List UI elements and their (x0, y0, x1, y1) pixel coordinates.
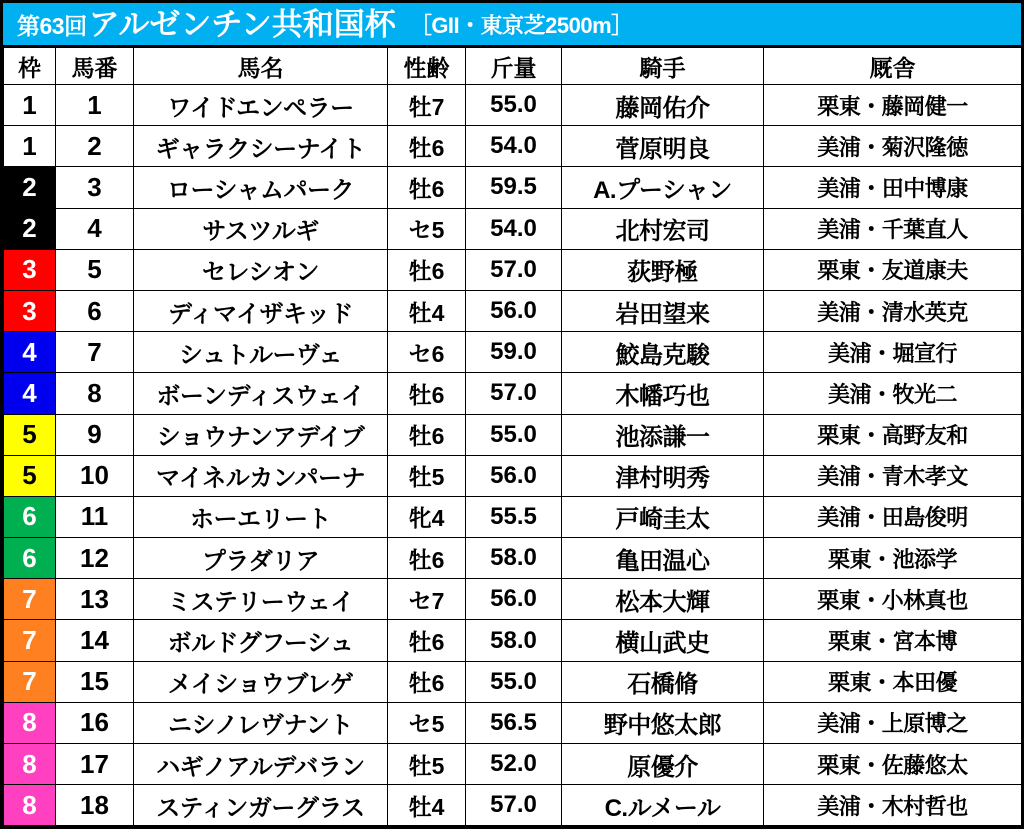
cell-horse-name: ワイドエンペラー (134, 85, 388, 126)
cell-horse-name: シュトルーヴェ (134, 332, 388, 373)
cell-sex-age: 牡6 (388, 126, 466, 167)
cell-weight: 59.5 (466, 167, 562, 208)
cell-stable: 栗東・藤岡健一 (764, 85, 1022, 126)
cell-weight: 57.0 (466, 785, 562, 826)
cell-jockey: C.ルメール (562, 785, 764, 826)
cell-waku: 8 (4, 744, 56, 785)
race-edition: 第63回 (17, 12, 87, 39)
cell-horse-name: ギャラクシーナイト (134, 126, 388, 167)
cell-waku: 7 (4, 579, 56, 620)
column-header-jockey: 騎手 (562, 48, 764, 85)
cell-jockey: 戸崎圭太 (562, 496, 764, 537)
cell-sex-age: 牡4 (388, 290, 466, 331)
cell-horse-name: スティンガーグラス (134, 785, 388, 826)
cell-weight: 55.0 (466, 414, 562, 455)
cell-stable: 美浦・上原博之 (764, 702, 1022, 743)
table-row (4, 455, 1022, 496)
cell-horse-number: 8 (56, 373, 134, 414)
cell-stable: 栗東・佐藤悠太 (764, 744, 1022, 785)
table-row (4, 126, 1022, 167)
race-name: アルゼンチン共和国杯 (88, 6, 396, 42)
cell-sex-age: 牡5 (388, 455, 466, 496)
column-header-weight: 斤量 (466, 48, 562, 85)
cell-jockey: 鮫島克駿 (562, 332, 764, 373)
cell-stable: 美浦・牧光二 (764, 373, 1022, 414)
cell-horse-name: ボルドグフーシュ (134, 620, 388, 661)
table-row (4, 373, 1022, 414)
cell-horse-name: ショウナンアデイブ (134, 414, 388, 455)
cell-horse-number: 18 (56, 785, 134, 826)
cell-sex-age: 牡6 (388, 373, 466, 414)
cell-stable: 美浦・千葉直人 (764, 208, 1022, 249)
cell-waku: 6 (4, 538, 56, 579)
column-header-stable: 厩舎 (764, 48, 1022, 85)
cell-horse-number: 5 (56, 249, 134, 290)
cell-waku: 1 (4, 85, 56, 126)
cell-horse-name: メイショウブレゲ (134, 661, 388, 702)
cell-weight: 56.0 (466, 290, 562, 331)
cell-stable: 栗東・高野友和 (764, 414, 1022, 455)
cell-waku: 3 (4, 249, 56, 290)
cell-weight: 59.0 (466, 332, 562, 373)
cell-waku: 2 (4, 167, 56, 208)
cell-jockey: 岩田望来 (562, 290, 764, 331)
column-header-waku: 枠 (4, 48, 56, 85)
entries-table (3, 47, 1022, 826)
cell-sex-age: 牡6 (388, 538, 466, 579)
cell-sex-age: 牡6 (388, 249, 466, 290)
cell-horse-name: プラダリア (134, 538, 388, 579)
cell-jockey: 池添謙一 (562, 414, 764, 455)
cell-sex-age: 牡4 (388, 785, 466, 826)
cell-horse-number: 7 (56, 332, 134, 373)
cell-waku: 6 (4, 496, 56, 537)
entries-body (4, 85, 1022, 826)
cell-horse-number: 12 (56, 538, 134, 579)
cell-sex-age: 牡7 (388, 85, 466, 126)
cell-horse-name: ディマイザキッド (134, 290, 388, 331)
cell-weight: 56.0 (466, 579, 562, 620)
cell-sex-age: セ7 (388, 579, 466, 620)
cell-horse-number: 2 (56, 126, 134, 167)
cell-weight: 57.0 (466, 249, 562, 290)
cell-horse-number: 10 (56, 455, 134, 496)
race-title-bar (3, 3, 1021, 47)
cell-waku: 5 (4, 414, 56, 455)
cell-jockey: 津村明秀 (562, 455, 764, 496)
cell-horse-name: ハギノアルデバラン (134, 744, 388, 785)
table-row (4, 208, 1022, 249)
cell-horse-number: 4 (56, 208, 134, 249)
cell-stable: 美浦・堀宣行 (764, 332, 1022, 373)
table-row (4, 496, 1022, 537)
cell-weight: 54.0 (466, 126, 562, 167)
table-row (4, 249, 1022, 290)
cell-horse-name: セレシオン (134, 249, 388, 290)
cell-sex-age: セ6 (388, 332, 466, 373)
cell-jockey: 原優介 (562, 744, 764, 785)
cell-sex-age: 牝4 (388, 496, 466, 537)
cell-stable: 美浦・菊沢隆徳 (764, 126, 1022, 167)
table-row (4, 290, 1022, 331)
cell-horse-name: ローシャムパーク (134, 167, 388, 208)
cell-weight: 56.0 (466, 455, 562, 496)
table-row (4, 332, 1022, 373)
cell-weight: 54.0 (466, 208, 562, 249)
cell-jockey: 横山武史 (562, 620, 764, 661)
cell-stable: 美浦・田島俊明 (764, 496, 1022, 537)
cell-waku: 8 (4, 785, 56, 826)
cell-waku: 3 (4, 290, 56, 331)
table-row (4, 702, 1022, 743)
table-row (4, 620, 1022, 661)
cell-waku: 4 (4, 332, 56, 373)
cell-waku: 1 (4, 126, 56, 167)
cell-sex-age: 牡6 (388, 167, 466, 208)
cell-horse-number: 1 (56, 85, 134, 126)
cell-stable: 美浦・青木孝文 (764, 455, 1022, 496)
cell-weight: 57.0 (466, 373, 562, 414)
cell-waku: 2 (4, 208, 56, 249)
table-header-row (4, 48, 1022, 85)
cell-weight: 55.0 (466, 661, 562, 702)
cell-jockey: A.プーシャン (562, 167, 764, 208)
cell-sex-age: 牡6 (388, 661, 466, 702)
cell-horse-number: 14 (56, 620, 134, 661)
table-row (4, 744, 1022, 785)
cell-weight: 52.0 (466, 744, 562, 785)
table-row (4, 538, 1022, 579)
cell-horse-name: マイネルカンパーナ (134, 455, 388, 496)
cell-horse-number: 15 (56, 661, 134, 702)
cell-horse-number: 16 (56, 702, 134, 743)
cell-horse-number: 13 (56, 579, 134, 620)
column-header-horse: 馬名 (134, 48, 388, 85)
cell-horse-name: ホーエリート (134, 496, 388, 537)
cell-jockey: 藤岡佑介 (562, 85, 764, 126)
cell-horse-name: ボーンディスウェイ (134, 373, 388, 414)
cell-horse-name: ニシノレヴナント (134, 702, 388, 743)
cell-jockey: 荻野極 (562, 249, 764, 290)
cell-sex-age: セ5 (388, 702, 466, 743)
cell-jockey: 松本大輝 (562, 579, 764, 620)
table-row (4, 414, 1022, 455)
column-header-number: 馬番 (56, 48, 134, 85)
cell-horse-number: 6 (56, 290, 134, 331)
cell-stable: 栗東・宮本博 (764, 620, 1022, 661)
cell-waku: 8 (4, 702, 56, 743)
column-header-sexage: 性齢 (388, 48, 466, 85)
cell-waku: 5 (4, 455, 56, 496)
cell-stable: 美浦・田中博康 (764, 167, 1022, 208)
cell-sex-age: 牡6 (388, 620, 466, 661)
cell-horse-number: 17 (56, 744, 134, 785)
cell-jockey: 菅原明良 (562, 126, 764, 167)
cell-jockey: 石橋脩 (562, 661, 764, 702)
cell-horse-number: 3 (56, 167, 134, 208)
cell-jockey: 亀田温心 (562, 538, 764, 579)
cell-stable: 栗東・池添学 (764, 538, 1022, 579)
cell-weight: 58.0 (466, 620, 562, 661)
cell-waku: 7 (4, 620, 56, 661)
cell-horse-name: サスツルギ (134, 208, 388, 249)
cell-jockey: 北村宏司 (562, 208, 764, 249)
table-row (4, 579, 1022, 620)
cell-sex-age: 牡6 (388, 414, 466, 455)
table-row (4, 167, 1022, 208)
cell-stable: 美浦・清水英克 (764, 290, 1022, 331)
cell-sex-age: セ5 (388, 208, 466, 249)
table-row (4, 661, 1022, 702)
cell-horse-number: 11 (56, 496, 134, 537)
cell-sex-age: 牡5 (388, 744, 466, 785)
cell-stable: 美浦・木村哲也 (764, 785, 1022, 826)
cell-waku: 7 (4, 661, 56, 702)
cell-stable: 栗東・小林真也 (764, 579, 1022, 620)
table-row (4, 85, 1022, 126)
cell-horse-number: 9 (56, 414, 134, 455)
race-condition: ［GII・東京芝2500m］ (409, 12, 633, 38)
table-row (4, 785, 1022, 826)
cell-stable: 栗東・友道康夫 (764, 249, 1022, 290)
cell-horse-name: ミステリーウェイ (134, 579, 388, 620)
cell-weight: 55.0 (466, 85, 562, 126)
cell-stable: 栗東・本田優 (764, 661, 1022, 702)
cell-weight: 58.0 (466, 538, 562, 579)
cell-weight: 56.5 (466, 702, 562, 743)
cell-jockey: 野中悠太郎 (562, 702, 764, 743)
cell-jockey: 木幡巧也 (562, 373, 764, 414)
cell-weight: 55.5 (466, 496, 562, 537)
cell-waku: 4 (4, 373, 56, 414)
